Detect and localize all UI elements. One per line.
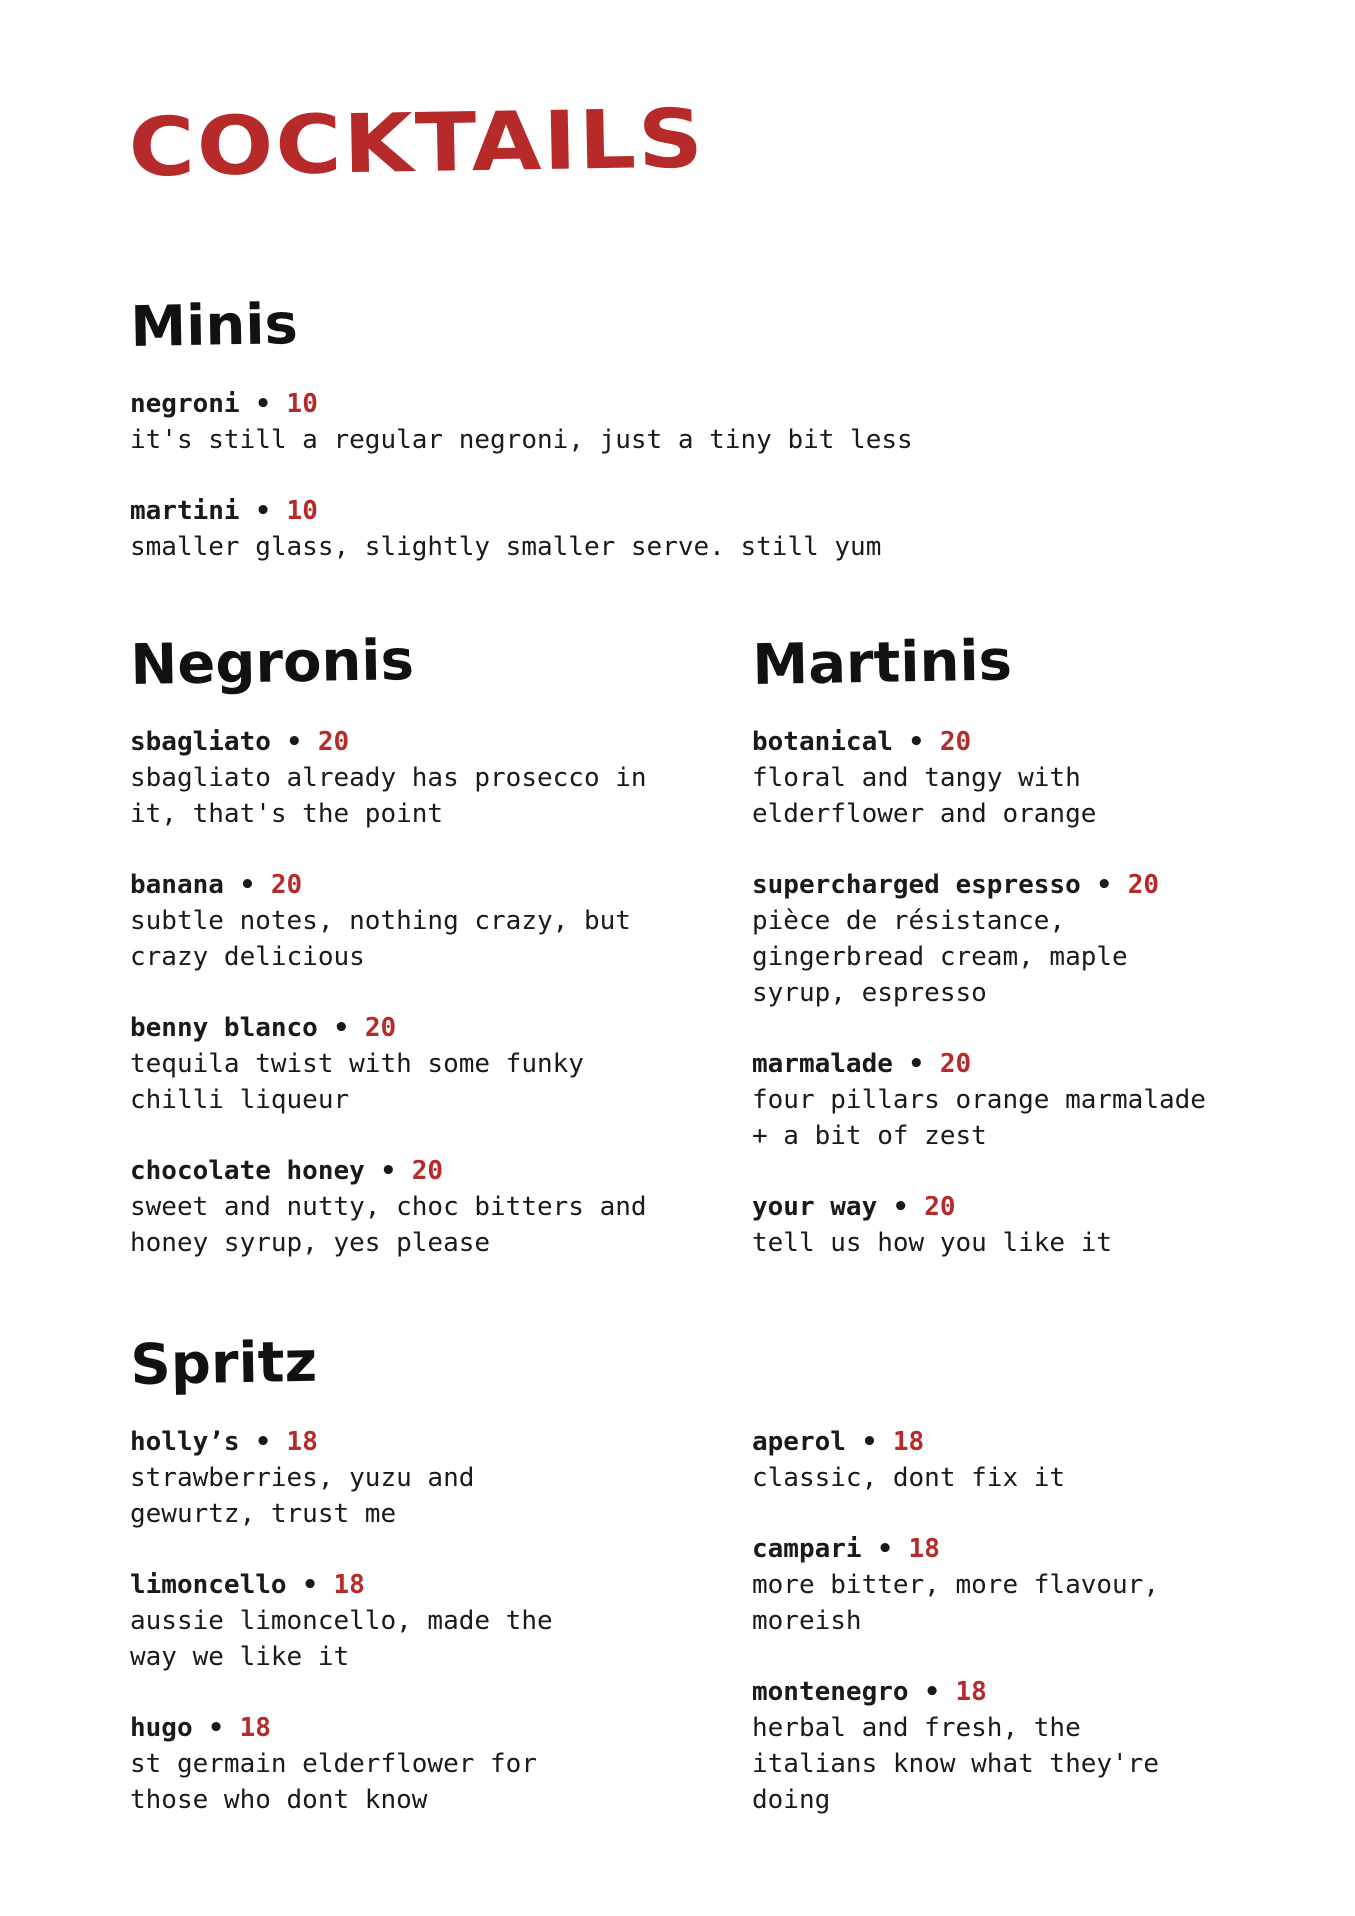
section-title-martinis: Martinis <box>751 628 1013 698</box>
item-separator: • <box>208 1713 224 1743</box>
item-description: four pillars orange marmalade + a bit of zest <box>752 1085 1206 1151</box>
item-heading <box>130 1567 670 1603</box>
menu-item <box>130 1710 670 1818</box>
item-description: more bitter, more flavour, moreish <box>752 1570 1159 1636</box>
spritz-list-right <box>752 1424 1292 1853</box>
menu-item <box>130 386 1130 458</box>
item-price: 18 <box>239 1713 271 1743</box>
item-price: 20 <box>939 1049 972 1079</box>
page-title: COCKTAILS <box>127 91 706 196</box>
menu-item <box>130 493 1130 565</box>
item-price: 20 <box>924 1192 956 1222</box>
item-separator: • <box>1096 870 1113 900</box>
item-name: marmalade <box>752 1049 893 1079</box>
item-description: it's still a regular negroni, just a tiny bit less <box>130 425 913 455</box>
item-separator: • <box>255 1427 271 1457</box>
item-name: negroni <box>130 389 240 419</box>
menu-item <box>752 724 1292 832</box>
item-heading <box>752 1189 1292 1225</box>
section-title-minis: Minis <box>129 292 299 360</box>
menu-item <box>752 1189 1292 1261</box>
menu-item <box>130 1424 670 1532</box>
item-heading <box>752 724 1292 760</box>
item-description: pièce de résistance, gingerbread cream, maple syrup, espresso <box>752 906 1128 1008</box>
item-heading <box>130 724 670 760</box>
item-name: botanical <box>752 727 893 757</box>
item-heading <box>752 1531 1292 1567</box>
item-description: classic, dont fix it <box>752 1463 1066 1493</box>
item-separator: • <box>924 1677 940 1707</box>
item-separator: • <box>877 1534 893 1564</box>
item-name: limoncello <box>130 1570 287 1600</box>
menu-item <box>130 724 670 832</box>
item-name: banana <box>130 870 224 900</box>
item-heading <box>130 493 1130 529</box>
item-heading <box>752 1674 1292 1710</box>
item-description: herbal and fresh, the italians know what they're doing <box>752 1713 1159 1815</box>
item-heading <box>130 386 1130 422</box>
item-price: 20 <box>364 1013 397 1043</box>
item-separator: • <box>302 1570 318 1600</box>
item-description: tell us how you like it <box>752 1228 1113 1258</box>
item-name: martini <box>130 496 240 526</box>
menu-item <box>752 1424 1292 1496</box>
section-title-spritz: Spritz <box>129 1329 318 1398</box>
item-heading <box>130 867 670 903</box>
menu-item <box>130 867 670 975</box>
item-description: sweet and nutty, choc bitters and honey syrup, yes please <box>130 1192 647 1258</box>
item-separator: • <box>286 727 303 757</box>
item-description: aussie limoncello, made the way we like it <box>130 1606 553 1672</box>
item-price: 18 <box>286 1427 318 1457</box>
minis-list <box>130 386 1130 600</box>
item-heading <box>130 1710 670 1746</box>
menu-item <box>752 1674 1292 1818</box>
item-heading <box>130 1424 670 1460</box>
item-description: floral and tangy with elderflower and orange <box>752 763 1097 829</box>
item-price: 10 <box>286 496 318 526</box>
item-separator: • <box>892 1192 909 1222</box>
item-heading <box>752 1424 1292 1460</box>
item-separator: • <box>255 496 271 526</box>
menu-item <box>130 1010 670 1118</box>
negronis-list <box>130 724 670 1296</box>
menu-item <box>752 1531 1292 1639</box>
item-separator: • <box>255 389 271 419</box>
item-name: campari <box>752 1534 862 1564</box>
item-price: 10 <box>286 389 318 419</box>
item-name: benny blanco <box>130 1013 318 1043</box>
item-description: sbagliato already has prosecco in it, that's the point <box>130 763 647 829</box>
item-name: holly’s <box>130 1427 240 1457</box>
item-price: 20 <box>1127 870 1160 900</box>
menu-item <box>752 867 1292 1011</box>
item-separator: • <box>239 870 256 900</box>
item-name: aperol <box>752 1427 846 1457</box>
spritz-list-left <box>130 1424 670 1853</box>
item-name: supercharged espresso <box>752 870 1081 900</box>
item-description: smaller glass, slightly smaller serve. still yum <box>130 532 882 562</box>
item-price: 18 <box>955 1677 987 1707</box>
item-name: chocolate honey <box>130 1156 365 1186</box>
section-title-negronis: Negronis <box>129 628 415 698</box>
martinis-list <box>752 724 1292 1296</box>
item-description: subtle notes, nothing crazy, but crazy delicious <box>130 906 631 972</box>
item-separator: • <box>333 1013 350 1043</box>
item-price: 18 <box>892 1427 925 1457</box>
menu-item <box>130 1153 670 1261</box>
item-separator: • <box>908 727 925 757</box>
item-separator: • <box>908 1049 925 1079</box>
item-heading <box>130 1010 670 1046</box>
item-name: hugo <box>130 1713 193 1743</box>
item-heading <box>752 867 1292 903</box>
item-separator: • <box>861 1427 878 1457</box>
menu-item <box>130 1567 670 1675</box>
item-price: 20 <box>317 727 350 757</box>
item-separator: • <box>380 1156 397 1186</box>
item-price: 20 <box>939 727 972 757</box>
item-price: 18 <box>333 1570 365 1600</box>
item-name: montenegro <box>752 1677 909 1707</box>
item-description: tequila twist with some funky chilli liqueur <box>130 1049 584 1115</box>
item-description: strawberries, yuzu and gewurtz, trust me <box>130 1463 475 1529</box>
item-name: your way <box>752 1192 878 1222</box>
item-price: 20 <box>411 1156 444 1186</box>
menu-item <box>752 1046 1292 1154</box>
item-heading <box>752 1046 1292 1082</box>
item-description: st germain elderflower for those who dont know <box>130 1749 537 1815</box>
item-heading <box>130 1153 670 1189</box>
item-price: 18 <box>908 1534 940 1564</box>
item-price: 20 <box>270 870 303 900</box>
item-name: sbagliato <box>130 727 271 757</box>
